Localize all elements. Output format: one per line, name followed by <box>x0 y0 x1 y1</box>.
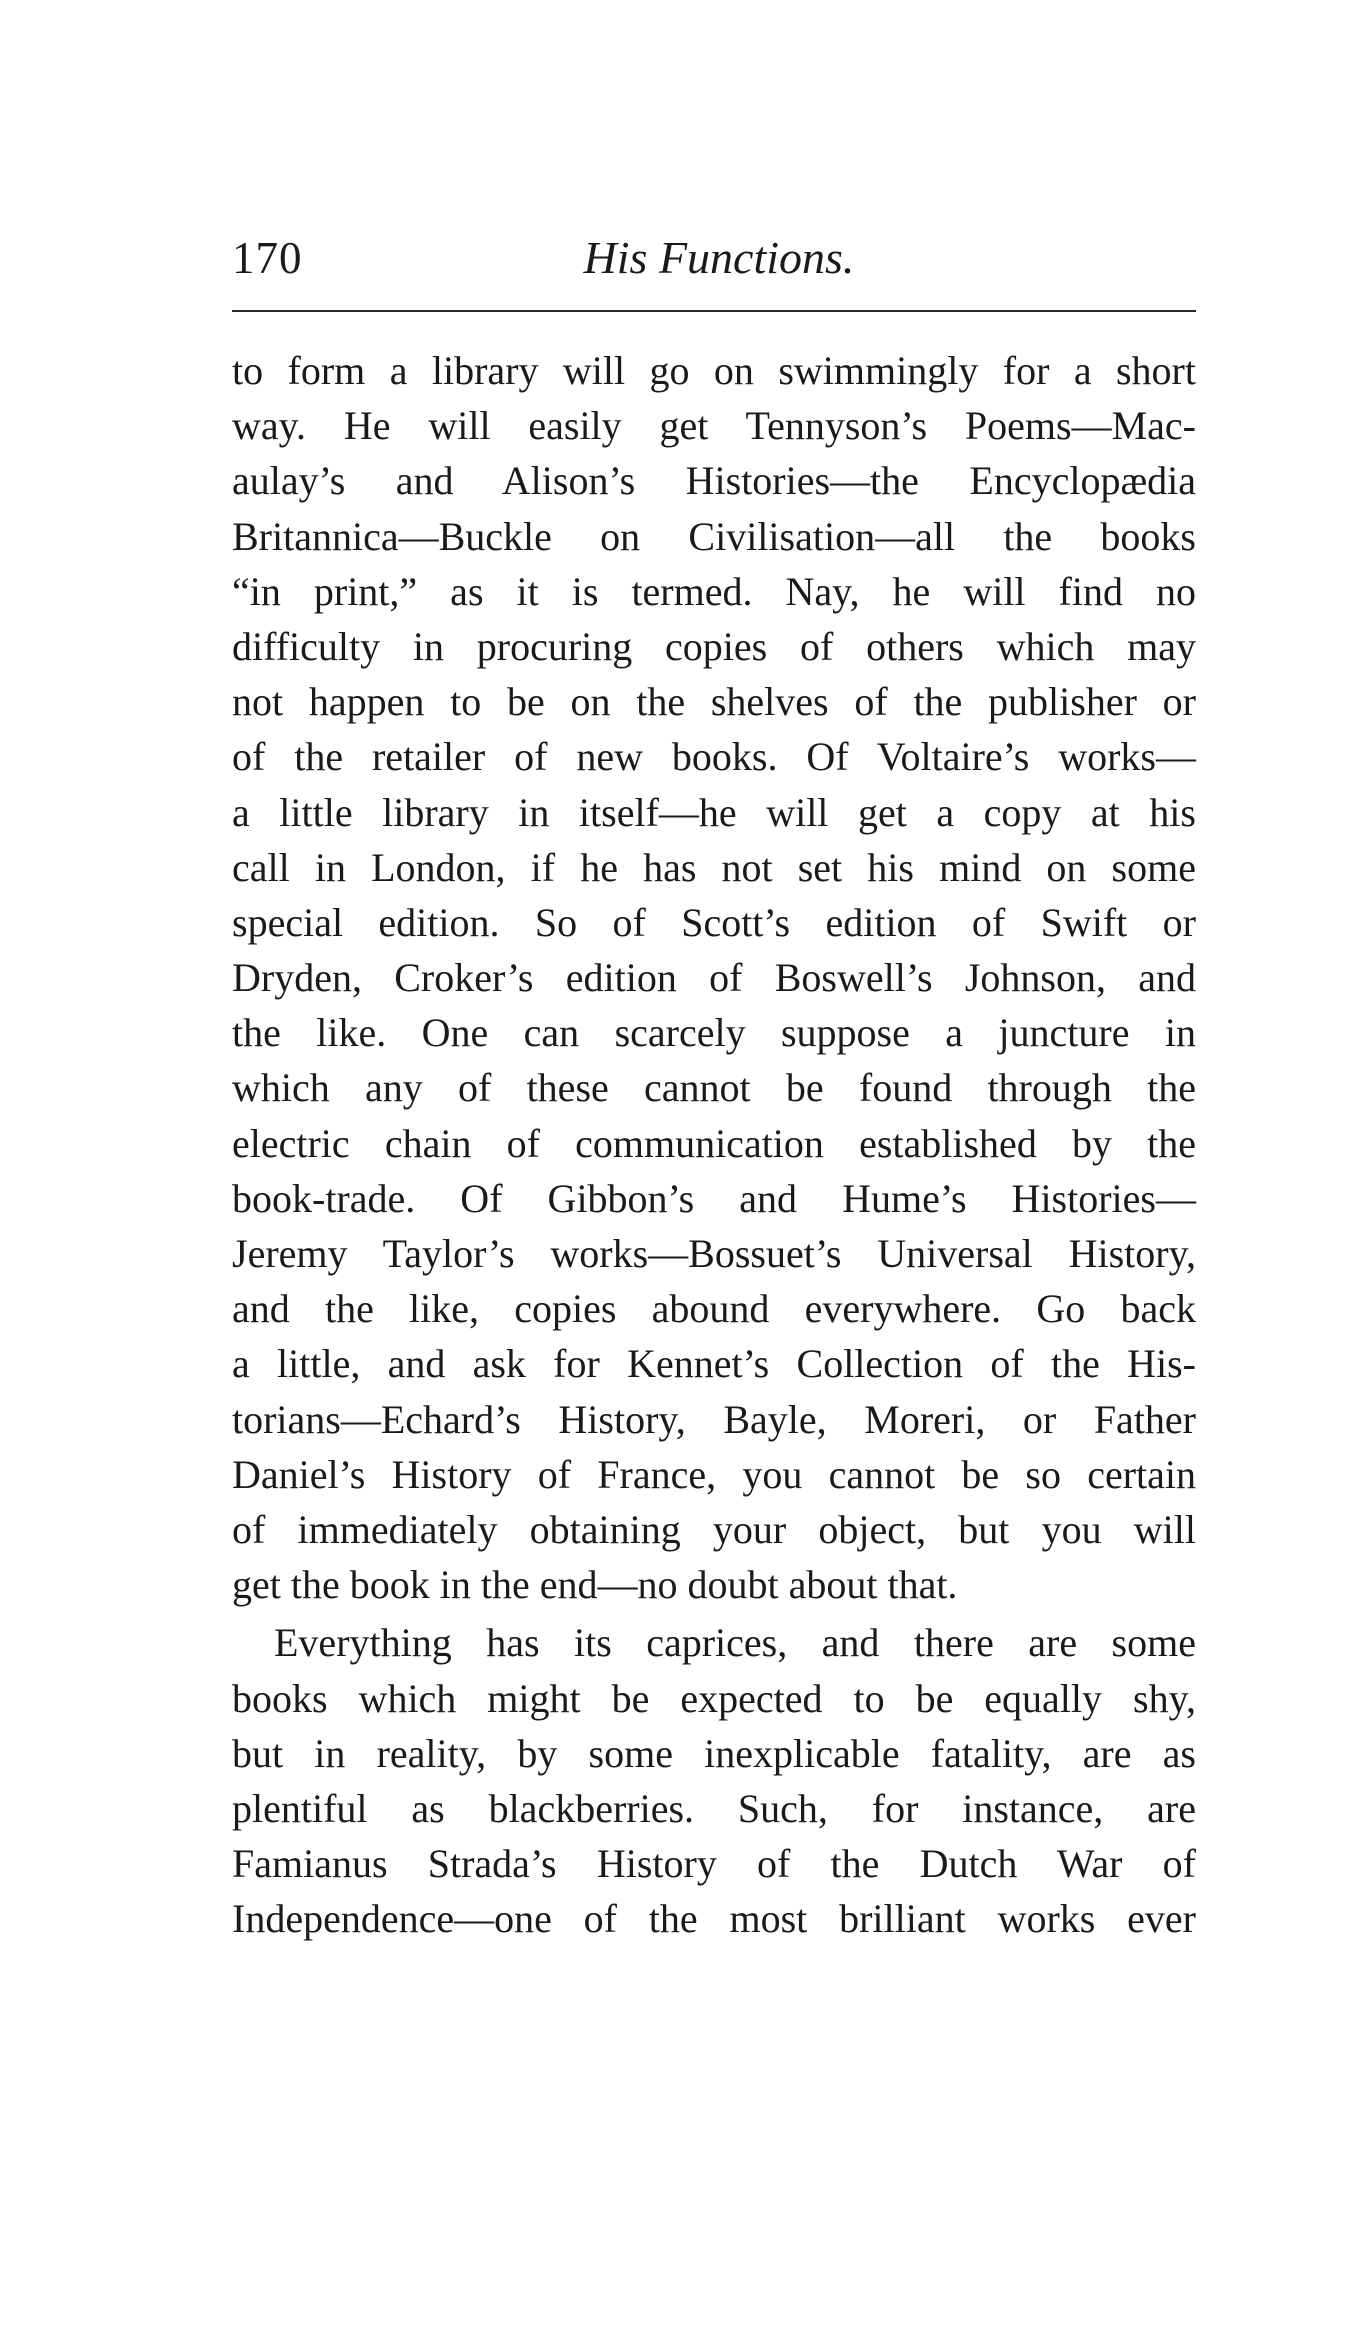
body-text <box>232 343 1196 1946</box>
text-line: Dryden, Croker’s edition of Boswell’s Johnson, and <box>232 955 1196 1001</box>
text-line: plentiful as blackberries. Such, for instance, are <box>232 1785 1196 1831</box>
text-line: the like. One can scarcely suppose a juncture in <box>232 1010 1196 1056</box>
text-line: Everything has its caprices, and there are some <box>274 1620 1196 1666</box>
text-line: books which might be expected to be equally shy, <box>232 1675 1196 1721</box>
text-line: call in London, if he has not set his mind on some <box>232 844 1196 890</box>
text-line: Independence—one of the most brilliant works ever <box>232 1896 1196 1942</box>
text-line: Britannica—Buckle on Civilisation—all the books <box>232 513 1196 559</box>
text-line: Daniel’s History of France, you cannot be so certain <box>232 1451 1196 1497</box>
page-number: 170 <box>232 233 303 283</box>
text-line: Jeremy Taylor’s works—Bossuet’s Universal History, <box>232 1231 1196 1276</box>
text-line: get the book in the end—no doubt about that. <box>232 1562 958 1608</box>
header-rule <box>232 310 1196 312</box>
text-line: book-trade. Of Gibbon’s and Hume’s Histories— <box>232 1175 1196 1221</box>
page-header <box>232 228 1196 298</box>
paragraph-1 <box>232 343 1196 1612</box>
text-line: torians—Echard’s History, Bayle, Moreri, or Father <box>232 1396 1196 1442</box>
text-line: and the like, copies abound everywhere. Go back <box>232 1286 1196 1332</box>
text-line: electric chain of communication established by the <box>232 1120 1196 1166</box>
paragraph-2 <box>232 1615 1196 1946</box>
text-line: to form a library will go on swimmingly for a short <box>232 348 1196 393</box>
text-line: of the retailer of new books. Of Voltaire’s works— <box>232 734 1196 780</box>
text-line: difficulty in procuring copies of others which may <box>232 623 1196 669</box>
text-line: a little library in itself—he will get a copy at his <box>232 789 1196 835</box>
text-line: a little, and ask for Kennet’s Collection of the His- <box>232 1341 1196 1387</box>
text-line: aulay’s and Alison’s Histories—the Encyclopædia <box>232 458 1196 504</box>
text-line: Famianus Strada’s History of the Dutch War of <box>232 1841 1196 1887</box>
text-line: way. He will easily get Tennyson’s Poems—Mac- <box>232 403 1196 449</box>
text-line: of immediately obtaining your object, but you will <box>232 1506 1196 1552</box>
text-line: “in print,” as it is termed. Nay, he will find no <box>232 568 1196 614</box>
text-line: not happen to be on the shelves of the publisher or <box>232 679 1196 725</box>
text-line: special edition. So of Scott’s edition of Swift or <box>232 899 1196 945</box>
text-line: but in reality, by some inexplicable fatality, are as <box>232 1730 1196 1776</box>
running-title: His Functions. <box>583 232 855 283</box>
text-line: which any of these cannot be found through the <box>232 1065 1196 1111</box>
